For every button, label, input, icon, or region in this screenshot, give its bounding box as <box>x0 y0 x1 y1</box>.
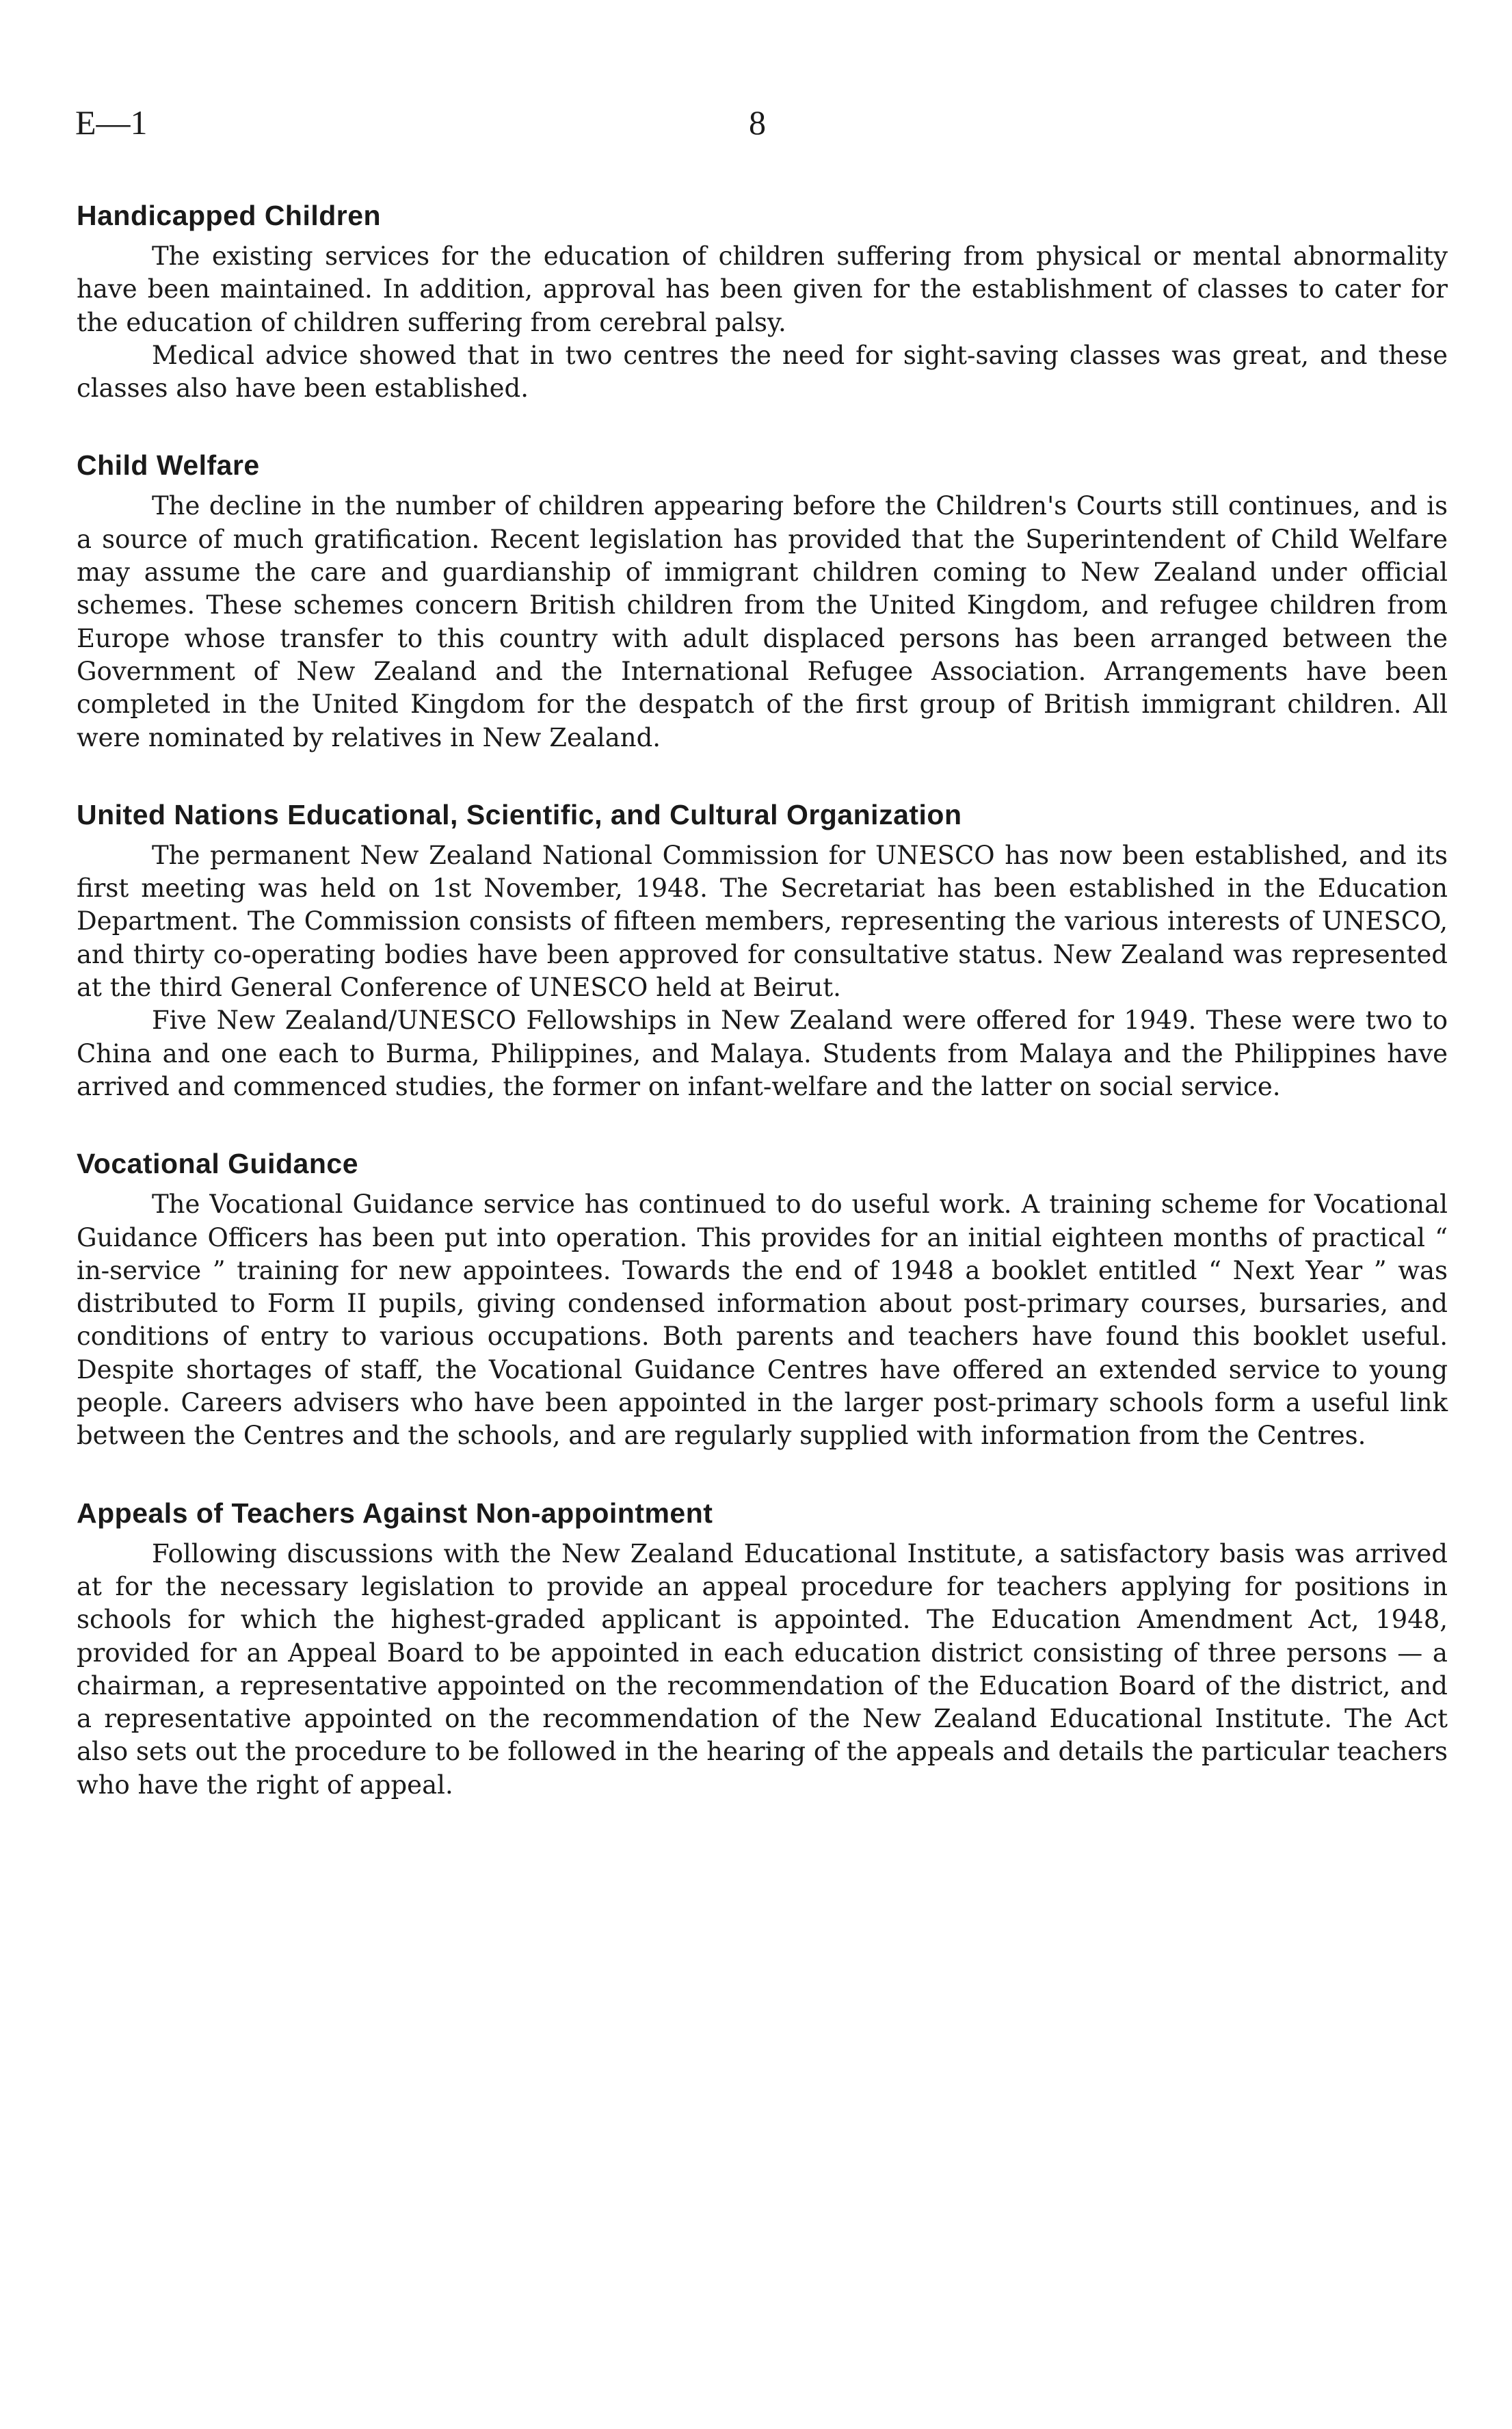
paragraph: The Vocational Guidance service has continued to do useful work. A training scheme for Vocational Guidance Officers has been put into operation. This provides for an initial eighteen months of practical “ in-service ” training for new appointees. Towards the end of 1948 a booklet entitled “ Next Year ” was distributed to Form II pupils, giving condensed information about post-primary courses, bursaries, and conditions of entry to various occupations. Both parents and teachers have found this booklet useful. Despite shortages of staff, the Vocational Guidance Centres have offered an extended service to young people. Careers advisers who have been appointed in the larger post-primary schools form a useful link between the Centres and the schools, and are regularly supplied with information from the Centres. <box>77 1190 1448 1451</box>
paragraph: Following discussions with the New Zealand Educational Institute, a satisfactory basis was arrived at for the necessary legislation to provide an appeal procedure for teachers applying for positions in schools for which the highest-graded applicant is appointed. The Education Amendment Act, 1948, provided for an Appeal Board to be appointed in each education district consisting of three persons — a chairman, a representative appointed on the recommendation of the Education Board of the district, and a representative appointed on the recommendation of the New Zealand Educational Institute. The Act also sets out the procedure to be followed in the hearing of the appeals and details the particular teachers who have the right of appeal. <box>77 1538 1448 1800</box>
section-teacher-appeals <box>77 1493 1448 1802</box>
section-heading: Appeals of Teachers Against Non-appointment <box>77 1497 713 1529</box>
section-unesco <box>77 794 1448 1103</box>
section-handicapped-children <box>77 195 1448 405</box>
document-code: E—1 <box>75 103 148 142</box>
section-heading: Handicapped Children <box>77 200 382 231</box>
section-child-welfare <box>77 445 1448 754</box>
paragraph: The permanent New Zealand National Commission for UNESCO has now been established, and its first meeting was held on 1st November, 1948. The Secretariat has been established in the Education Department. The Commission consists of fifteen members, representing the various interests of UNESCO, and thirty co-operating bodies have been approved for consultative status. New Zealand was represented at the third General Conference of UNESCO held at Beirut. <box>77 840 1448 1003</box>
paragraph: The decline in the number of children appearing before the Children's Courts still continues, and is a source of much gratification. Recent legislation has provided that the Superintendent of Child Welfare may assume the care and guardianship of immigrant children coming to New Zealand under official schemes. These schemes concern British children from the United Kingdom, and refugee children from Europe whose transfer to this country with adult displaced persons has been arranged between the Government of New Zealand and the International Refugee Association. Arrangements have been completed in the United Kingdom for the despatch of the first group of British immigrant children. All were nominated by relatives in New Zealand. <box>77 491 1448 752</box>
section-heading: Child Welfare <box>77 449 260 482</box>
paragraph: Five New Zealand/UNESCO Fellowships in New Zealand were offered for 1949. These were two to China and one each to Burma, Philippines, and Malaya. Students from Malaya and the Philippines have arrived and commenced studies, the former on infant-welfare and the latter on social service. <box>77 1006 1448 1101</box>
paragraph: The existing services for the education of children suffering from physical or mental abnormality have been maintained. In addition, approval has been given for the establishment of classes to cater for the education of children suffering from cerebral palsy. <box>77 241 1448 337</box>
paragraph: Medical advice showed that in two centres the need for sight-saving classes was great, and these classes also have been established. <box>77 340 1448 404</box>
page-number: 8 <box>749 103 766 142</box>
section-heading: United Nations Educational, Scientific, and Cultural Organization <box>77 798 962 830</box>
page-header <box>75 103 1443 150</box>
page-body <box>77 195 1448 1841</box>
section-heading: Vocational Guidance <box>77 1148 358 1180</box>
section-vocational-guidance <box>77 1143 1448 1452</box>
